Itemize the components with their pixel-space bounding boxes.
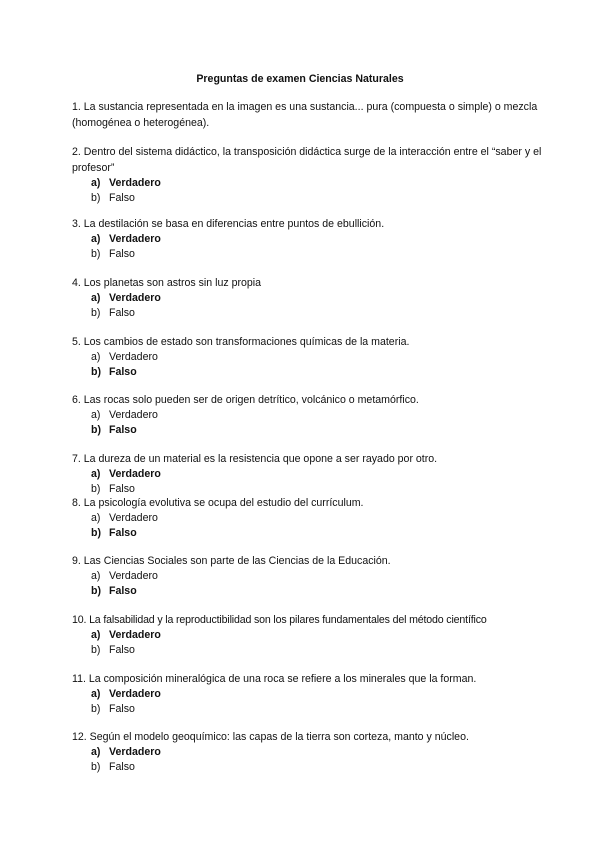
option-a: a) Verdadero [91, 629, 161, 641]
question-5 [72, 334, 542, 380]
question-text: 5. Los cambios de estado son transformaciones químicas de la materia. [72, 336, 410, 348]
question-text: 7. La dureza de un material es la resistencia que opone a ser rayado por otro. [72, 453, 438, 465]
option-b: b) Falso [91, 307, 135, 319]
option-a: a) Verdadero [91, 409, 158, 421]
option-b: b) Falso [91, 192, 135, 204]
question-text: 12. Según el modelo geoquímico: las capas de la tierra son corteza, manto y núcleo. [72, 731, 469, 743]
option-b: b) Falso [91, 483, 135, 495]
option-b: b) Falso [91, 644, 135, 656]
option-a: a) Verdadero [91, 746, 161, 758]
question-9 [72, 553, 542, 599]
option-b: b) Falso [91, 424, 137, 436]
document-title: Preguntas de examen Ciencias Naturales [196, 73, 404, 85]
question-text: 4. Los planetas son astros sin luz propia [72, 277, 262, 289]
option-b: b) Falso [91, 761, 135, 773]
question-text: 3. La destilación se basa en diferencias entre puntos de ebullición. [72, 218, 385, 230]
option-a: a) Verdadero [91, 512, 158, 524]
question-text: 9. Las Ciencias Sociales son parte de las Ciencias de la Educación. [72, 555, 391, 567]
question-4 [72, 275, 542, 321]
option-a: a) Verdadero [91, 688, 161, 700]
question-12 [72, 729, 542, 775]
option-a: a) Verdadero [91, 233, 161, 245]
question-11 [72, 671, 542, 717]
question-10 [72, 612, 552, 658]
question-text: 8. La psicología evolutiva se ocupa del estudio del currículum. [72, 497, 364, 509]
option-a: a) Verdadero [91, 468, 161, 480]
option-a: a) Verdadero [91, 177, 161, 189]
question-3 [72, 216, 542, 262]
question-1 [72, 99, 542, 131]
question-8 [72, 495, 542, 541]
option-a: a) Verdadero [91, 292, 161, 304]
option-b: b) Falso [91, 585, 137, 597]
question-text: 2. Dentro del sistema didáctico, la transposición didáctica surge de la interacción entre el “saber y el profesor” [72, 146, 542, 174]
option-a: a) Verdadero [91, 570, 158, 582]
option-b: b) Falso [91, 366, 137, 378]
option-b: b) Falso [91, 527, 137, 539]
question-text: 11. La composición mineralógica de una roca se refiere a los minerales que la forman. [72, 673, 477, 685]
question-6 [72, 392, 542, 438]
question-7 [72, 451, 542, 497]
question-2 [72, 144, 542, 206]
option-a: a) Verdadero [91, 351, 158, 363]
option-b: b) Falso [91, 703, 135, 715]
option-b: b) Falso [91, 248, 135, 260]
question-text: 6. Las rocas solo pueden ser de origen detrítico, volcánico o metamórfico. [72, 394, 419, 406]
question-text: 1. La sustancia representada en la imagen es una sustancia... pura (compuesta o simple) o mezcla (homogénea o heterogénea). [72, 101, 538, 129]
question-text: 10. La falsabilidad y la reproductibilidad son los pilares fundamentales del método científico [72, 614, 487, 626]
